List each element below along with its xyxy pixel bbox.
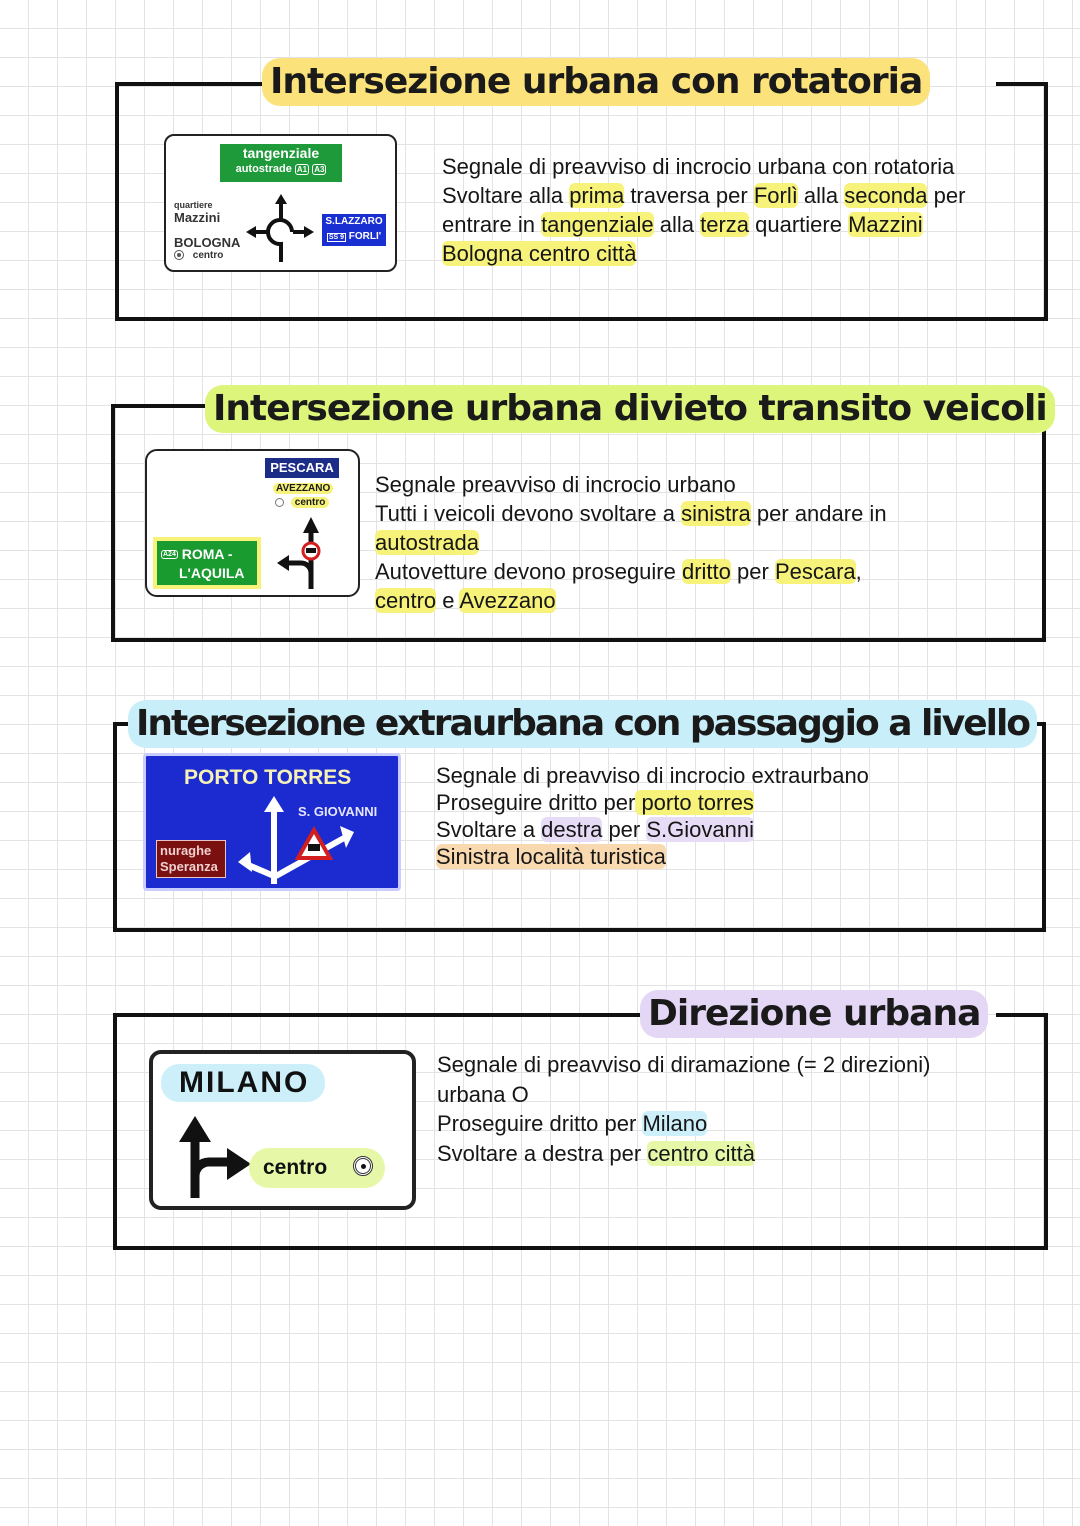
highlighted-text: Milano xyxy=(642,1111,708,1136)
centro-label: centro xyxy=(263,1156,328,1179)
a1-badge: A1 xyxy=(296,165,308,174)
speranza-label: Speranza xyxy=(160,859,218,874)
highlighted-text: Avezzano xyxy=(459,588,556,613)
frame-top-line xyxy=(115,82,267,86)
description-line xyxy=(436,789,869,816)
text: Segnale di preavviso di diramazione (= 2 direzioni) xyxy=(437,1052,931,1077)
highlighted-text: destra xyxy=(541,817,603,842)
highlighted-text: Bologna centro città xyxy=(442,241,637,266)
green-panel-line1: tangenziale xyxy=(242,145,320,161)
description-line xyxy=(442,210,965,239)
highlighted-text: Sinistra località turistica xyxy=(436,844,666,869)
avezzano-label: AVEZZANO xyxy=(273,483,333,494)
text: quartiere xyxy=(749,212,849,237)
description-line xyxy=(436,762,869,789)
porto-torres-label: PORTO TORRES xyxy=(184,766,352,789)
blue-panel-line1: S.LAZZARO xyxy=(325,216,383,227)
straight-and-right-arrows-icon xyxy=(175,1114,255,1198)
text: Segnale di preavviso di incrocio extraurbano xyxy=(436,763,869,788)
description-line xyxy=(375,557,887,586)
frame-top-line xyxy=(111,404,211,408)
san-giovanni-label: S. GIOVANNI xyxy=(298,804,378,819)
text: urbana O xyxy=(437,1081,529,1107)
highlighted-text: porto torres xyxy=(635,790,754,815)
description-line xyxy=(375,470,887,499)
description-line xyxy=(375,499,887,528)
description-line xyxy=(442,181,965,210)
milano-label: MILANO xyxy=(161,1064,325,1102)
highlighted-text: centro xyxy=(375,588,437,613)
quartiere-label: quartiere xyxy=(174,200,213,210)
description-line xyxy=(437,1109,930,1139)
section-title: Direzione urbana xyxy=(640,990,988,1038)
a3-badge: A3 xyxy=(314,165,325,174)
highlighted-text: centro città xyxy=(647,1140,755,1166)
bologna-label: BOLOGNA xyxy=(174,235,241,250)
text: entrare in xyxy=(442,212,542,237)
highlighted-text: seconda xyxy=(844,183,928,208)
text: Svoltare a xyxy=(436,817,542,842)
text: alla xyxy=(653,212,701,237)
centro-panel xyxy=(249,1148,385,1188)
section-description xyxy=(437,1050,930,1168)
text: Segnale preavviso di incrocio urbano xyxy=(375,472,736,497)
description-line xyxy=(436,843,869,870)
highlighted-text: terza xyxy=(700,212,750,237)
mazzini-label: Mazzini xyxy=(174,210,221,225)
text: traversa per xyxy=(624,183,754,208)
section-description xyxy=(442,152,965,268)
description-line xyxy=(375,586,887,615)
nuraghe-speranza-panel xyxy=(156,840,226,878)
highlighted-text: prima xyxy=(569,183,625,208)
description-line xyxy=(437,1050,930,1080)
highlighted-text: tangenziale xyxy=(541,212,654,237)
aquila-label: L'AQUILA xyxy=(179,565,245,582)
roma-aquila-panel xyxy=(157,541,257,585)
green-panel xyxy=(220,144,342,182)
highlighted-text: Pescara xyxy=(774,559,856,584)
centro-label: centro xyxy=(291,497,330,508)
description-line xyxy=(437,1139,930,1169)
text: Proseguire dritto per xyxy=(436,790,636,815)
porto-torres-sign xyxy=(143,753,401,891)
centro-target-icon xyxy=(275,498,284,507)
frame-top-line xyxy=(996,82,1048,86)
description-line xyxy=(442,239,965,268)
text: alla xyxy=(797,183,845,208)
green-panel-line2: autostrade xyxy=(235,163,292,175)
straight-and-left-arrows-icon xyxy=(275,515,327,589)
frame-top-line xyxy=(113,1013,643,1017)
nuraghe-label: nuraghe xyxy=(160,843,212,858)
text: Autovetture devono proseguire xyxy=(375,559,682,584)
section-title: Intersezione extraurbana con passaggio a livello xyxy=(128,700,1037,748)
text: Tutti i veicoli devono svoltare a xyxy=(375,501,682,526)
text: per andare in xyxy=(750,501,887,526)
centro-target-icon xyxy=(353,1156,373,1176)
highlighted-text: Mazzini xyxy=(848,212,923,237)
section-description xyxy=(375,470,887,615)
text: per xyxy=(730,559,775,584)
section-title: Intersezione urbana divieto transito veicoli xyxy=(205,385,1055,433)
section-title: Intersezione urbana con rotatoria xyxy=(262,58,930,106)
highlighted-text: autostrada xyxy=(375,530,479,555)
description-line xyxy=(442,152,965,181)
highlighted-text: Forlì xyxy=(753,183,798,208)
text: Proseguire dritto per xyxy=(437,1111,643,1136)
text: per xyxy=(927,183,966,208)
blue-panel xyxy=(322,214,386,246)
text: per xyxy=(602,817,647,842)
highlighted-text: S.Giovanni xyxy=(646,817,754,842)
centro-target-icon xyxy=(174,250,184,260)
description-line xyxy=(375,528,887,557)
centro-label: centro xyxy=(192,250,224,261)
pescara-panel: PESCARA xyxy=(265,458,339,478)
ss9-badge: SS 9 xyxy=(328,234,345,241)
roundabout-sign xyxy=(164,134,397,272)
roundabout-arrows-icon xyxy=(246,192,316,264)
frame-top-line xyxy=(996,1013,1048,1017)
description-line xyxy=(436,816,869,843)
text: Segnale di preavviso di incrocio urbana con rotatoria xyxy=(442,154,955,179)
a24-badge: A24 xyxy=(163,551,176,559)
text: , xyxy=(855,559,862,584)
text: Svoltare a destra per xyxy=(437,1140,648,1166)
crossroad-arrows-icon xyxy=(236,796,356,886)
description-line xyxy=(437,1080,930,1110)
roma-label: ROMA - xyxy=(181,546,233,562)
milano-sign xyxy=(149,1050,416,1210)
blue-panel-line2: FORLI' xyxy=(348,231,382,242)
highlighted-text: dritto xyxy=(681,559,731,584)
text: e xyxy=(436,588,460,613)
divieto-sign xyxy=(145,449,360,597)
text: Svoltare alla xyxy=(442,183,570,208)
section-description xyxy=(436,762,869,870)
highlighted-text: sinistra xyxy=(681,501,751,526)
